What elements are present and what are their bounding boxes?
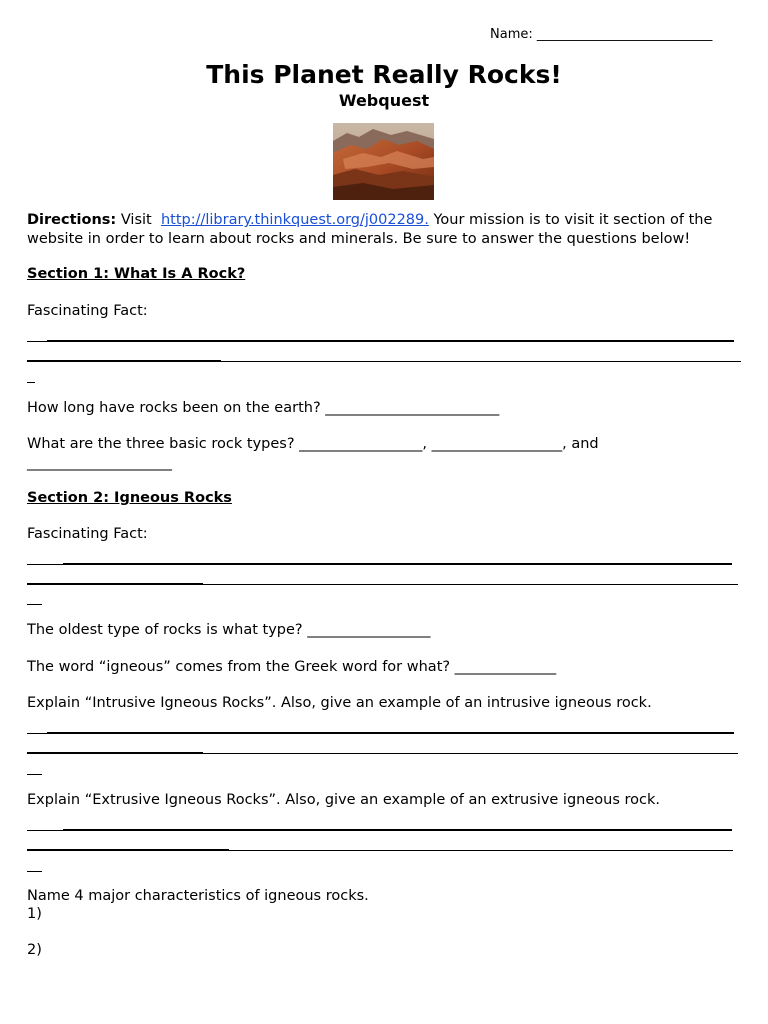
directions-label: Directions: bbox=[27, 212, 117, 228]
answer-line[interactable] bbox=[27, 583, 203, 585]
answer-line[interactable] bbox=[27, 849, 229, 851]
answer-line[interactable] bbox=[27, 382, 35, 383]
section-2-question-intrusive: Explain “Intrusive Igneous Rocks”. Also, give an example of an intrusive igneous rock. bbox=[27, 695, 652, 711]
canyon-rock-photo bbox=[333, 123, 434, 200]
section-2-question-greek-word: The word “igneous” comes from the Greek word for what? ______________ bbox=[27, 659, 557, 675]
page-title: This Planet Really Rocks! bbox=[206, 60, 562, 89]
directions-visit: Visit bbox=[120, 212, 152, 228]
section-1-fact-label: Fascinating Fact: bbox=[27, 303, 148, 319]
list-item: 1) bbox=[27, 906, 42, 922]
page-subtitle: Webquest bbox=[338, 91, 430, 110]
answer-line[interactable] bbox=[27, 752, 203, 754]
directions-line-1 bbox=[27, 212, 712, 228]
thinkquest-link[interactable]: http://library.thinkquest.org/j002289. bbox=[160, 212, 429, 228]
answer-line[interactable] bbox=[47, 340, 734, 342]
answer-line[interactable] bbox=[229, 850, 733, 851]
section-1-question-rock-types: What are the three basic rock types? _________________, __________________, and bbox=[27, 436, 599, 452]
section-2-heading: Section 2: Igneous Rocks bbox=[27, 490, 232, 506]
answer-line[interactable] bbox=[27, 733, 47, 734]
answer-line[interactable] bbox=[27, 871, 42, 872]
answer-line[interactable] bbox=[63, 563, 732, 565]
answer-line[interactable] bbox=[27, 774, 42, 775]
answer-line[interactable] bbox=[203, 584, 738, 585]
answer-line[interactable] bbox=[221, 361, 741, 362]
answer-line[interactable] bbox=[27, 564, 63, 565]
answer-line[interactable] bbox=[27, 360, 221, 362]
directions-line-2: website in order to learn about rocks and minerals. Be sure to answer the questions below! bbox=[27, 231, 691, 247]
section-1-question-age: How long have rocks been on the earth? ________________________ bbox=[27, 400, 500, 416]
canyon-rock-photo-graphic bbox=[333, 123, 434, 200]
answer-line[interactable] bbox=[27, 830, 63, 831]
list-item: 2) bbox=[27, 942, 42, 958]
name-field-label: Name: ___________________________ bbox=[490, 27, 713, 42]
section-2-question-oldest: The oldest type of rocks is what type? _________________ bbox=[27, 622, 431, 638]
section-2-fact-label: Fascinating Fact: bbox=[27, 526, 148, 542]
section-2-question-characteristics: Name 4 major characteristics of igneous rocks. bbox=[27, 888, 369, 904]
answer-line[interactable] bbox=[203, 753, 738, 754]
section-1-question-rock-types-cont: ____________________ bbox=[27, 455, 172, 471]
answer-line[interactable] bbox=[63, 829, 732, 831]
answer-line[interactable] bbox=[47, 732, 734, 734]
answer-line[interactable] bbox=[27, 341, 47, 342]
section-2-question-extrusive: Explain “Extrusive Igneous Rocks”. Also, give an example of an extrusive igneous rock. bbox=[27, 792, 660, 808]
answer-line[interactable] bbox=[27, 604, 42, 605]
directions-line-1-rest: Your mission is to visit it section of the bbox=[428, 212, 713, 228]
section-1-heading: Section 1: What Is A Rock? bbox=[27, 266, 246, 282]
